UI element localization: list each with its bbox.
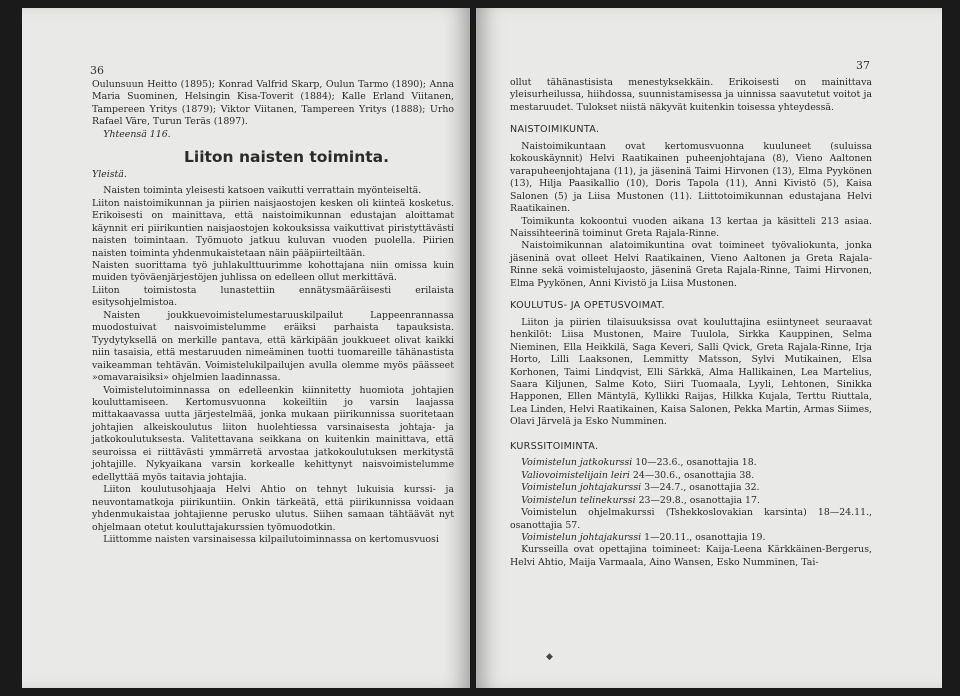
page-number-right: 37 [856, 59, 870, 72]
total-line: Yhteensä 116. [103, 128, 171, 140]
section-title: Liiton naisten toiminta. [184, 148, 390, 167]
body-paragraph: Liiton naistoimikunnan ja piirien naisjaostojen kesken oli kiinteä kosketus. Erikoisesti on mainittava, että naistoimikunnan edustajan aloittamat käynnit eri piirikuntien naisjaostojen kokouksissa vaikuttivat piristyttävästi naisten toimintaan. Työmuoto jatkuu kuluvan vuoden puolella. Piirien naisten toiminta yhdenmukaistetaan näin pääpiirteiltään. [92, 197, 454, 259]
body-paragraph: Naisten toiminta yleisesti katsoen vaikutti verrattain myönteiseltä. [103, 185, 422, 197]
course-item: Voimistelun ohjelmakurssi (Tshekkoslovakian karsinta) 18—24.11., osanottajia 57. [510, 507, 873, 531]
intro-paragraph: Oulunsuun Heitto (1895); Konrad Valfrid Skarp, Oulun Tarmo (1890); Anna Maria Suominen, Helsingin Kisa-Toverit (1884); Kalle Erland Viitanen, Tampereen Yritys (1879); Viktor Viitanen, Tampereen Yritys (1888); Urho Rafael Väre, Turun Teräs (1897). [92, 79, 454, 128]
opening-paragraph: ollut tähänastisista menestyksekkäin. Erikoisesti on mainittava yleisurheilussa, hiihdossa, suunnistamisessa ja uinnissa saavutetut voitot ja mestaruudet. Tulokset niistä näkyvät kuitenkin toisessa yhteydessä. [510, 77, 872, 113]
right-page-content [510, 77, 872, 569]
course-list [510, 457, 872, 544]
closing-paragraph: Kursseilla ovat opettajina toimineet: Kaija-Leena Kärkkäinen-Bergerus, Helvi Ahtio, Maija Varmaala, Aino Wansen, Esko Numminen, Tai- [510, 544, 872, 568]
body-paragraph: Liiton koulutusohjaaja Helvi Ahtio on tehnyt lukuisia kurssi- ja neuvontamatkoja piirikuntiin. Onkin tärkeätä, että piirikunnissa voidaan yhdenmukaistaa johtajienne perusko ulutus. Siihen samaan tähtäävät nyt ohjelmaan otetut kouluttajakurssien työmuodotkin. [92, 484, 454, 533]
section-heading-naistoimikunta: NAISTOIMIKUNTA. [510, 124, 600, 136]
section-heading-koulutus: KOULUTUS- JA OPETUSVOIMAT. [510, 300, 665, 312]
course-item: Voimistelun jatkokurssi 10—23.6., osanottajia 18. [521, 457, 757, 469]
subsection-label: Yleistä. [92, 169, 127, 181]
body-paragraph: Liiton ja piirien tilaisuuksissa ovat kouluttajina esiintyneet seuraavat henkilöt: Liisa Mustonen, Maire Tuulola, Sirkka Kauppinen, Selma Nieminen, Ella Heikkilä, Saga Keveri, Salli Qvick, Greta Rajala-Rinne, Irja Horto, Lilli Laaksonen, Lemmitty Matsson, Sylvi Mutikainen, Elsa Korhonen, Taimi Lindqvist, Elli Särkkä, Alma Hallikainen, Lea Martelius, Saara Kiljunen, Salme Koto, Siiri Tuomaala, Lyyli, Lehtonen, Sinikka Happonen, Ellen Mäntylä, Kyllikki Raijas, Hilkka Kujala, Terttu Riuttala, Lea Linden, Helvi Raatikainen, Kaisa Salonen, Pekka Martin, Armas Siimes, Olavi Järvelä ja Esko Numminen. [510, 316, 872, 428]
body-paragraph: Naistoimikuntaan ovat kertomusvuonna kuuluneet (suluissa kokouskäynnit) Helvi Raatikainen puheenjohtajana (8), Vieno Aaltonen varapuheenjohtajana (11), ja jäseninä Taimi Hirvonen (13), Elma Pyykönen (13), Hilja Paasikallio (10), Doris Tapola (11), Anni Kivistö (5), Kaisa Salonen (5) ja Liisa Mustonen (11). Liittotoimikunnan edustajana Helvi Raatikainen. [510, 140, 872, 215]
body-paragraph: Naisten suorittama työ juhlakulttuurimme kohottajana niin omissa kuin muiden työväenjärjestöjen juhlissa on edelleen ollut merkittävä. [92, 259, 454, 284]
course-item: Valiovoimistelijain leiri 24—30.6., osanottajia 38. [521, 469, 755, 481]
course-item: Voimistelun johtajakurssi 1—20.11., osanottajia 19. [521, 531, 766, 543]
ink-dot-mark: ◆ [546, 652, 553, 662]
section-heading-kurssitoiminta: KURSSITOIMINTA. [510, 440, 599, 452]
left-page-content [92, 79, 454, 546]
course-item: Voimistelun telinekurssi 23—29.8., osanottajia 17. [521, 494, 760, 506]
right-page [476, 8, 942, 688]
body-paragraph: Liittomme naisten varsinaisessa kilpailutoiminnassa on kertomusvuosi [103, 533, 439, 545]
body-paragraph: Voimistelutoiminnassa on edelleenkin kiinnitetty huomiota johtajien kouluttamiseen. Kertomusvuonna kokeiltiin jo varsin laajassa mittakaavassa uutta järjestelmää, jonka mukaan piirikunnissa suoritetaan johtajien alkeiskoulutus liiton huolehtiessa varsinaisesta johtaja- ja jatkokoulutuksesta. Valitettavana seikkana on kuitenkin mainittava, että seuroissa ei riittävästi ymmärretä arvostaa jatkokoulutuksen merkitystä johtajille. Nykyaikana varsin korkealle kehittynyt naisvoimistelumme edellyttää myös taitavia johtajia. [92, 384, 454, 483]
body-paragraph: Naistoimikunnan alatoimikuntina ovat toimineet työvaliokunta, jonka jäseninä ovat olleet Helvi Raatikainen, Vieno Aaltonen ja Greta Rajala-Rinne sekä voimistelujaosto, jäseninä Greta Rajala-Rinne, Taimi Hirvonen, Elma Pyykönen, Anni Kivistö ja Liisa Mustonen. [510, 240, 872, 289]
body-paragraph: Naisten joukkuevoimistelumestaruuskilpailut Lappeenrannassa muodostuivat naisvoimistelumme eräiksi parhaista tapauksista. Tyydytyksellä on merkille pantava, että kärkipään joukkueet olivat kaikki niin tasaisia, että mestaruuden nimeäminen tuotti tuomareille tähänastista vaikeamman tehtävän. Voimistelukilpailujen avulla olemme myös päässeet »omavaraisiksi» ohjelmien laadinnassa. [92, 309, 454, 384]
course-item: Voimistelun johtajakurssi 3—24.7., osanottajia 32. [521, 482, 760, 494]
body-paragraph: Toimikunta kokoontui vuoden aikana 13 kertaa ja käsitteli 213 asiaa. Naissihteerinä toiminut Greta Rajala-Rinne. [510, 215, 872, 239]
section-header [92, 148, 454, 181]
page-number-left: 36 [90, 64, 104, 77]
body-paragraph: Liiton toimistosta lunastettiin ennätysmääräisesti erilaista esitysohjelmistoa. [92, 284, 454, 309]
left-page [22, 8, 470, 688]
